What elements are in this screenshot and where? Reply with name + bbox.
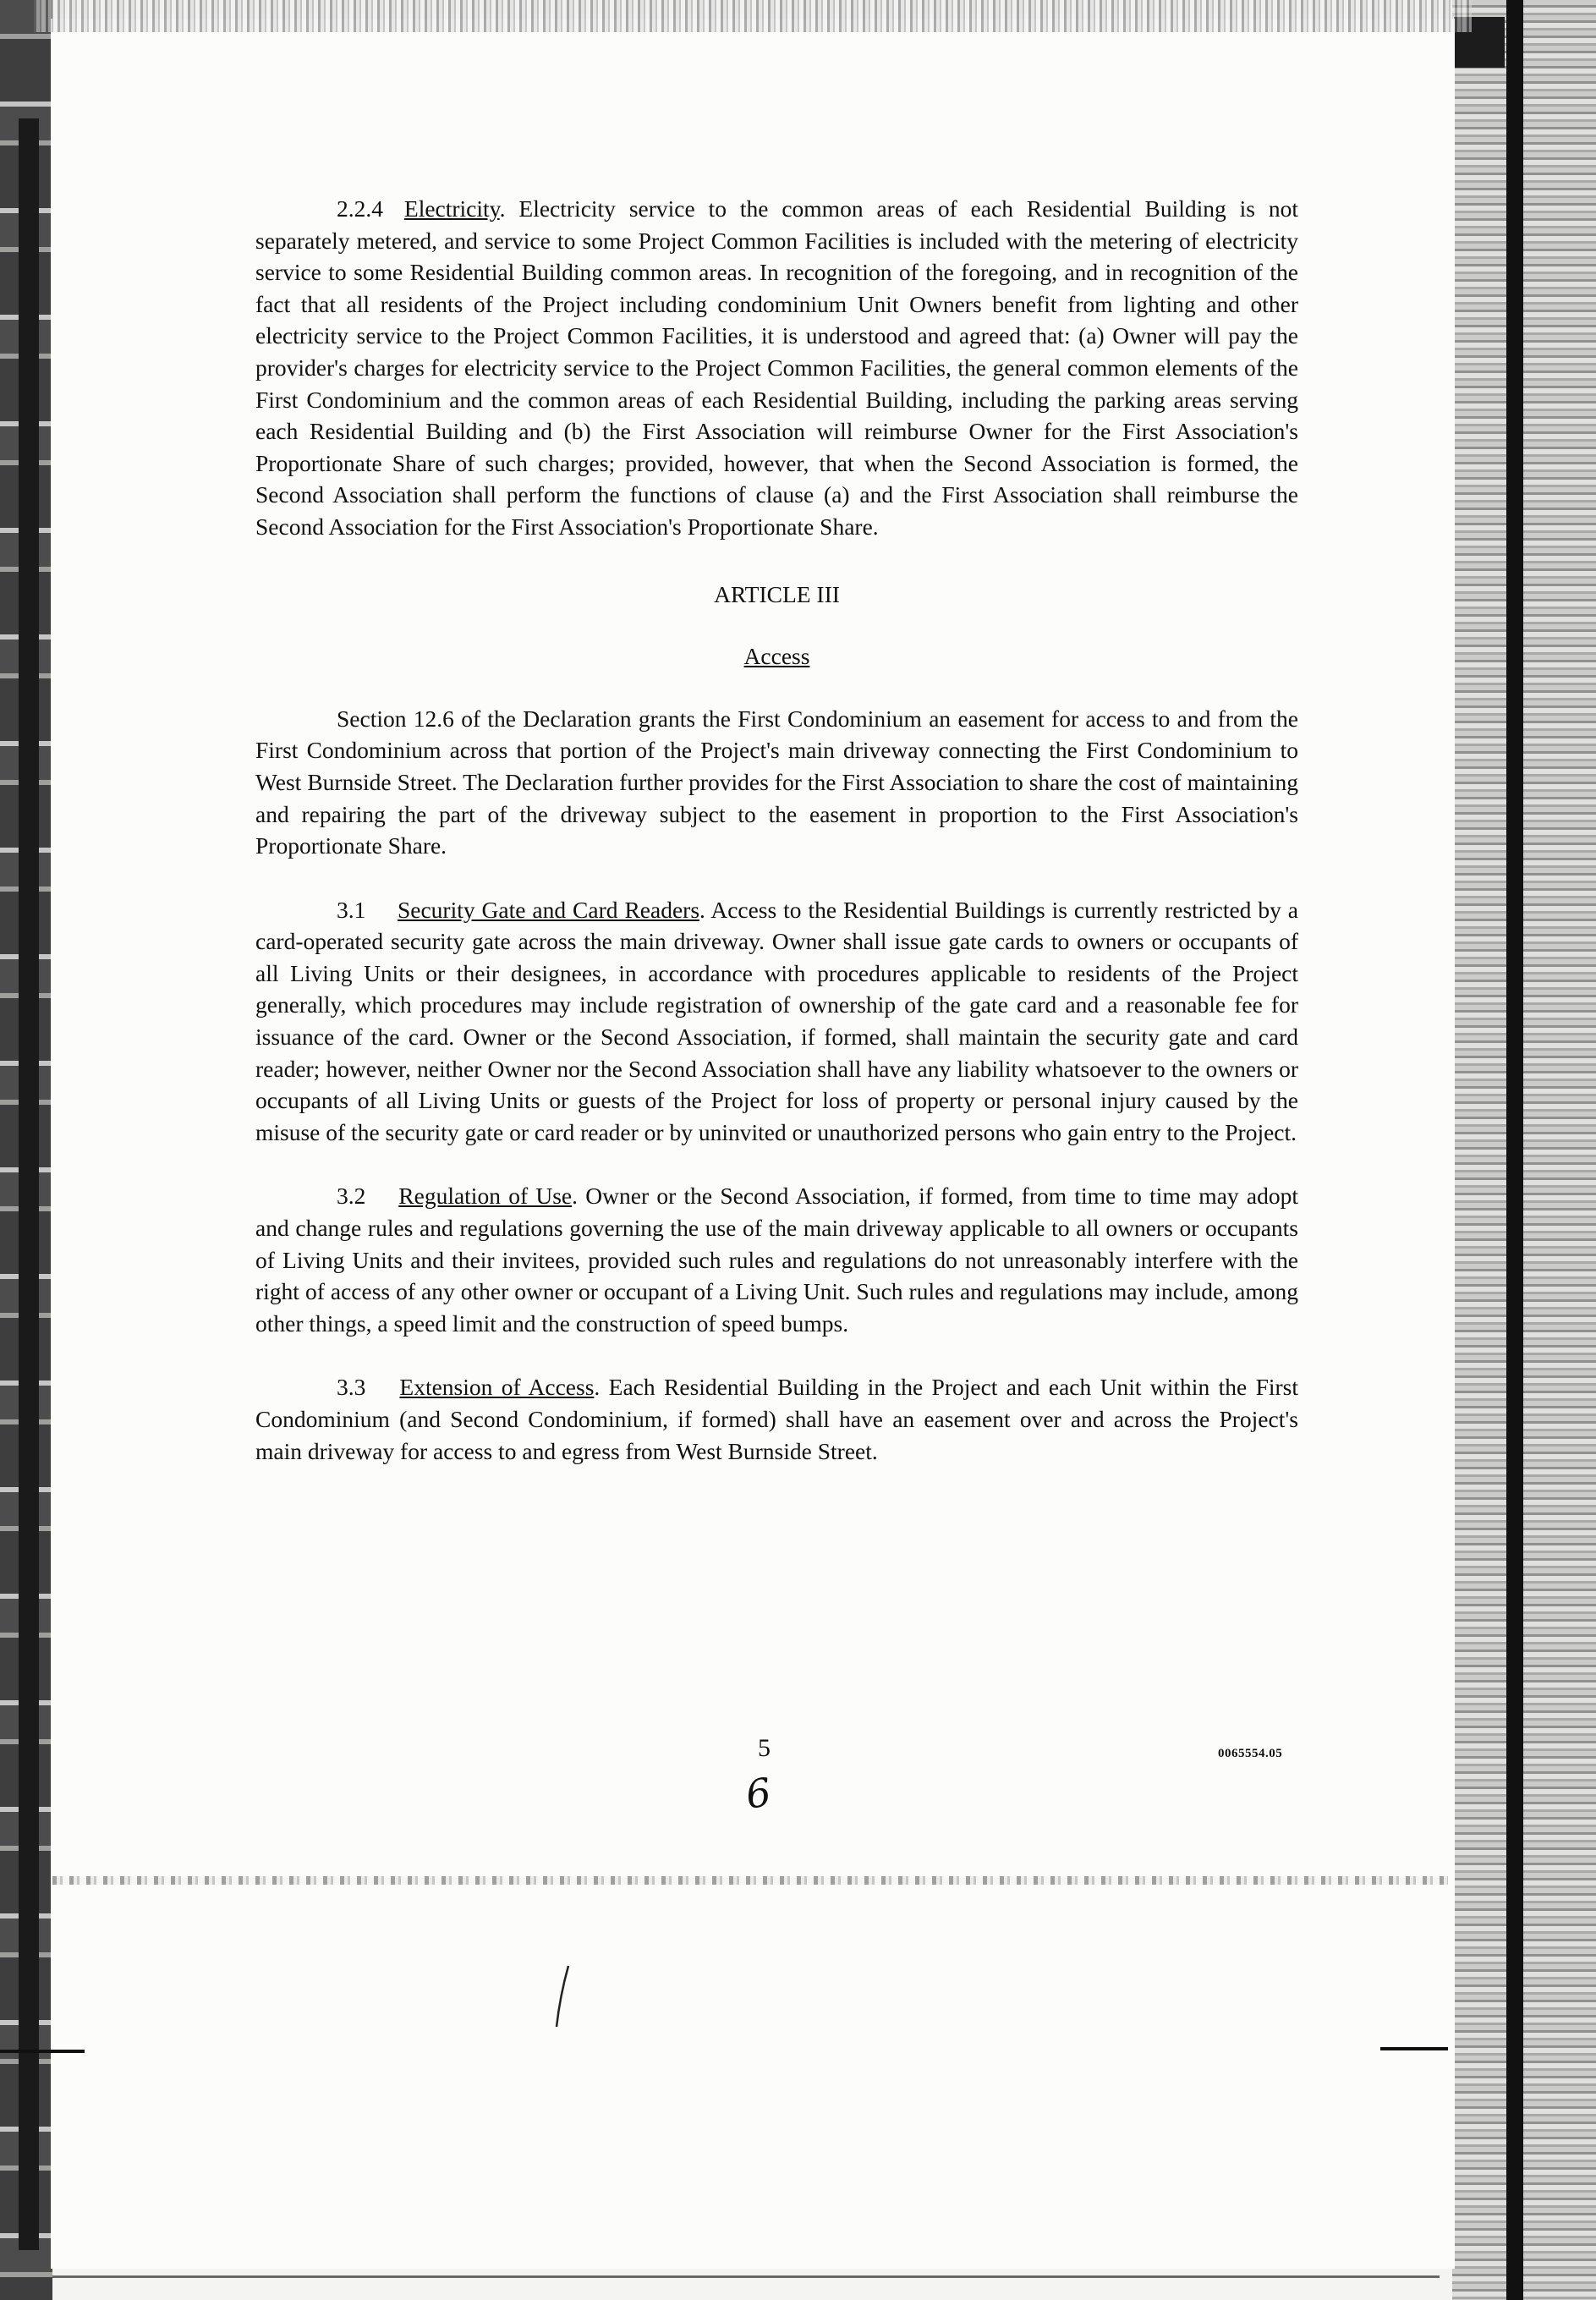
scan-artifact-bottom-line xyxy=(52,2275,1440,2278)
handwritten-page-number: 6 xyxy=(743,1769,774,1818)
section-number: 3.3 xyxy=(337,1374,366,1401)
section-heading: Electricity xyxy=(403,195,500,222)
section-number: 2.2.4 xyxy=(337,195,383,222)
section-3-3 xyxy=(255,1371,1298,1467)
pen-mark-icon xyxy=(550,1962,575,2030)
article-subtitle xyxy=(255,640,1298,672)
section-number: 3.1 xyxy=(337,896,366,923)
section-number: 3.2 xyxy=(337,1183,366,1210)
scan-artifact-footer-line xyxy=(52,1876,1448,1885)
section-text: . Access to the Residential Buildings is currently restricted by a card-operated security gate across the main driveway. Owner shall issue gate cards to owners or occupants of all Living Units or their designees, in accordance with procedures applicable to residents of the Project generally, which procedures may include registration of ownership of the gate card and a reasonable fee for issuance of the card. Owner or the Second Association, if formed, shall maintain the security gate and card reader; however, neither Owner nor the Second Association shall have any liability whatsoever to the owners or occupants of all Living Units or guests of the Project for loss of property or personal injury caused by the misuse of the security gate or card reader or by uninvited or unauthorized persons who gain entry to the Project. xyxy=(255,896,1299,1145)
page-number: 5 xyxy=(758,1734,771,1762)
article-title: ARTICLE III xyxy=(714,580,840,607)
scan-artifact-left-strip xyxy=(19,118,39,2250)
section-text: . Owner or the Second Association, if formed, from time to time may adopt and change rules and regulations governing the use of the main driveway applicable to all owners or occupants of Living Units and their invitees, provided such rules and regulations do not unreasonably interfere with the right of access of any other owner or occupant of a Living Unit. Such rules and regulations may include, among other things, a speed limit and the construction of speed bumps. xyxy=(255,1183,1299,1337)
section-3-2 xyxy=(255,1180,1298,1339)
section-text: . Electricity service to the common areas of each Residential Building is not separately metered, and service to some Project Common Facilities is included with the metering of electricity service to some Residential Building common areas. In recognition of the foregoing, and in recognition of the fact that all residents of the Project including condominium Unit Owners benefit from lighting and other electricity service to the Project Common Facilities, it is understood and agreed that: (a) Owner will pay the provider's charges for electricity service to the Project Common Facilities, the general common elements of the First Condominium and the common areas of each Residential Building, including the parking areas serving each Residential Building and (b) the First Association will reimburse Owner for the First Association's Proportionate Share of such charges; provided, however, that when the Second Association is formed, the Second Association shall perform the functions of clause (a) and the First Association shall reimburse the Second Association for the First Association's Proportionate Share. xyxy=(255,195,1298,540)
section-text: . Each Residential Building in the Project and each Unit within the First Condominium (and Second Condominium, if formed) shall have an easement over and across the Project's main driveway for access to and egress from West Burnside Street. xyxy=(255,1374,1298,1464)
scan-artifact-right-dash xyxy=(1380,2047,1448,2050)
section-3-1 xyxy=(255,894,1298,1149)
section-heading: Regulation of Use xyxy=(398,1183,573,1210)
document-id: 0065554.05 xyxy=(1218,1747,1283,1760)
article-intro xyxy=(255,703,1298,862)
section-2-2-4 xyxy=(255,193,1298,543)
intro-text: Section 12.6 of the Declaration grants the First Condominium an easement for access to and from the First Condominium across that portion of the Project's main driveway connecting the First Condominium to West Burnside Street. The Declaration further provides for the First Association to share the cost of maintaining and repairing the part of the driveway subject to the easement in proportion to the First Association's Proportionate Share. xyxy=(255,705,1298,859)
document-body xyxy=(255,193,1298,1467)
section-heading: Security Gate and Card Readers xyxy=(397,896,700,923)
scan-artifact-left-dash xyxy=(0,2050,85,2053)
section-heading: Extension of Access xyxy=(399,1374,595,1401)
scan-artifact-right xyxy=(1452,0,1596,2300)
scan-artifact-right-bar xyxy=(1506,0,1523,2300)
article-subtitle-text: Access xyxy=(743,643,810,670)
scan-artifact-top xyxy=(34,0,1472,32)
